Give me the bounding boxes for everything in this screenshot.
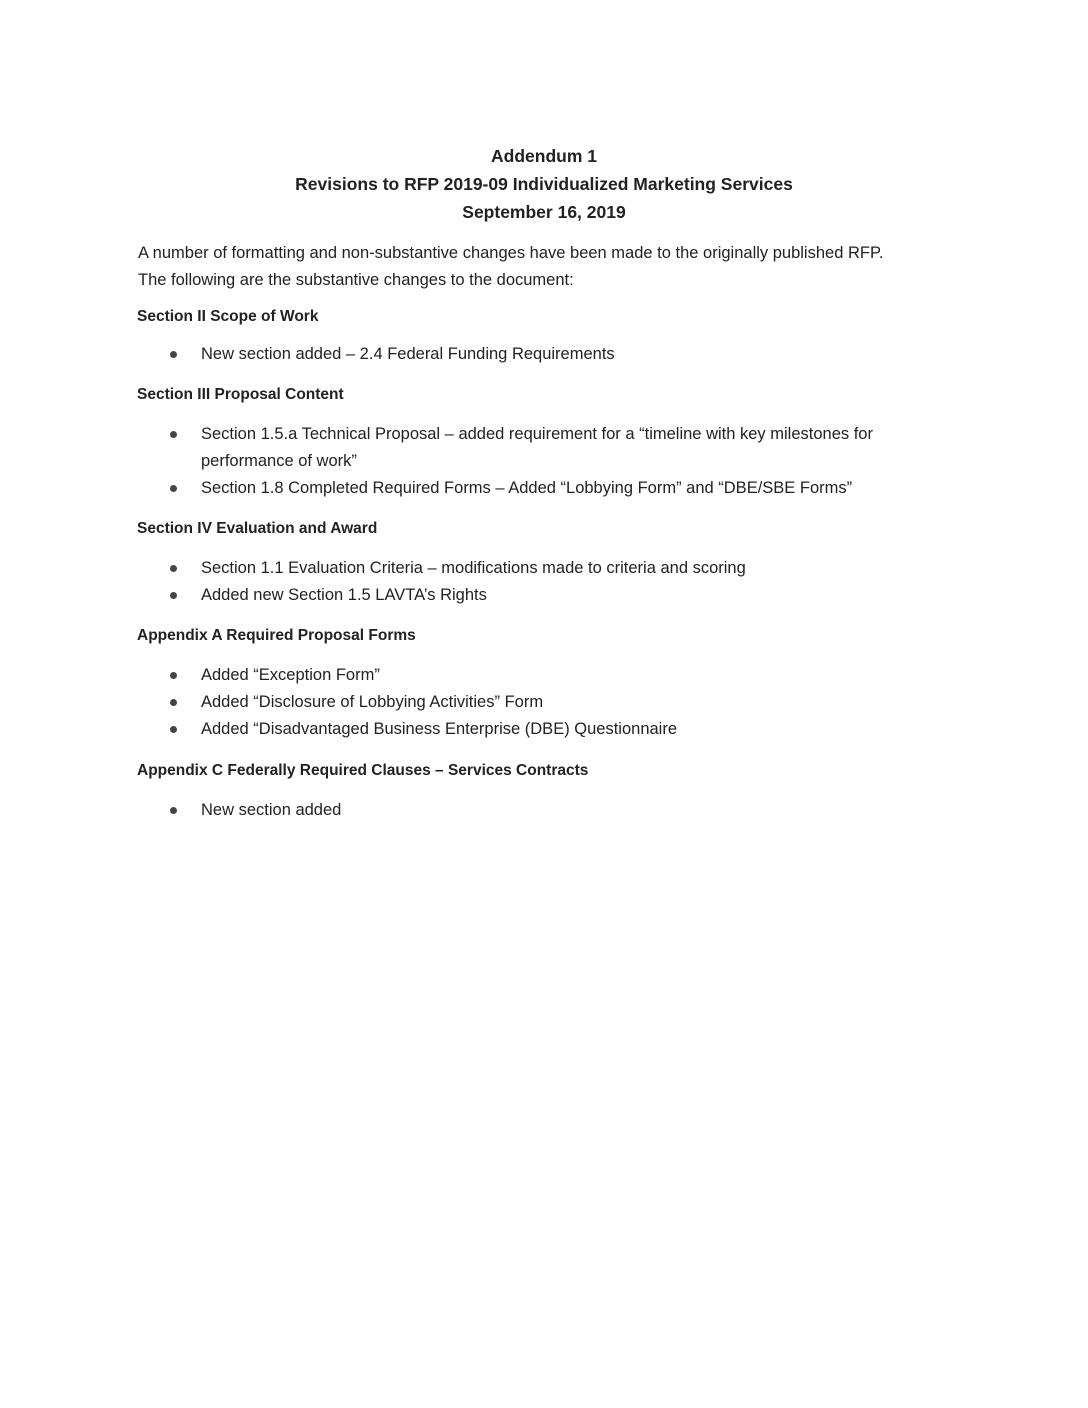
list-item — [168, 421, 968, 475]
list-item — [168, 662, 968, 689]
document-header — [0, 142, 1088, 226]
list-item-text: Section 1.1 Evaluation Criteria – modifications made to criteria and scoring — [201, 559, 746, 577]
bullet-icon — [170, 807, 177, 814]
section-heading: Appendix C Federally Required Clauses – Services Contracts — [137, 762, 589, 779]
list-item-text: Section 1.5.a Technical Proposal – added requirement for a “timeline with key milestones for performance of work” — [201, 425, 873, 470]
bullet-icon — [170, 672, 177, 679]
list-item — [168, 341, 968, 368]
bullet-icon — [170, 351, 177, 358]
bullet-icon — [170, 565, 177, 572]
list-item-text: Added “Disadvantaged Business Enterprise (DBE) Questionnaire — [201, 720, 678, 738]
section-heading: Appendix A Required Proposal Forms — [137, 627, 416, 644]
bullet-icon — [170, 592, 177, 599]
list-item — [168, 797, 968, 824]
bullet-icon — [170, 431, 177, 438]
bullet-list — [168, 662, 968, 743]
bullet-list — [168, 555, 968, 609]
bullet-icon — [170, 699, 177, 706]
bullet-list — [168, 421, 968, 502]
document-subtitle: Revisions to RFP 2019-09 Individualized Marketing Services — [295, 174, 793, 194]
list-item-text: New section added – 2.4 Federal Funding Requirements — [201, 345, 615, 363]
list-item — [168, 716, 968, 743]
section-heading: Section III Proposal Content — [137, 386, 344, 403]
section-heading: Section II Scope of Work — [137, 308, 319, 325]
bullet-icon — [170, 726, 177, 733]
bullet-list — [168, 341, 968, 368]
list-item — [168, 475, 968, 502]
section-heading: Section IV Evaluation and Award — [137, 520, 378, 537]
bullet-icon — [170, 485, 177, 492]
list-item-text: Section 1.8 Completed Required Forms – Added “Lobbying Form” and “DBE/SBE Forms” — [201, 479, 853, 497]
intro-line: A number of formatting and non-substantive changes have been made to the originally published RFP. — [138, 244, 884, 262]
list-item — [168, 689, 968, 716]
list-item-text: Added new Section 1.5 LAVTA’s Rights — [201, 586, 487, 604]
list-item-text: Added “Exception Form” — [201, 666, 380, 684]
document-date: September 16, 2019 — [462, 202, 626, 222]
intro-line: The following are the substantive changes to the document: — [138, 271, 574, 289]
list-item — [168, 582, 968, 609]
list-item-text: Added “Disclosure of Lobbying Activities” Form — [201, 693, 544, 711]
list-item-text: New section added — [201, 801, 342, 819]
intro-paragraph — [138, 240, 978, 294]
list-item — [168, 555, 968, 582]
document-title: Addendum 1 — [491, 146, 597, 166]
bullet-list — [168, 797, 968, 824]
